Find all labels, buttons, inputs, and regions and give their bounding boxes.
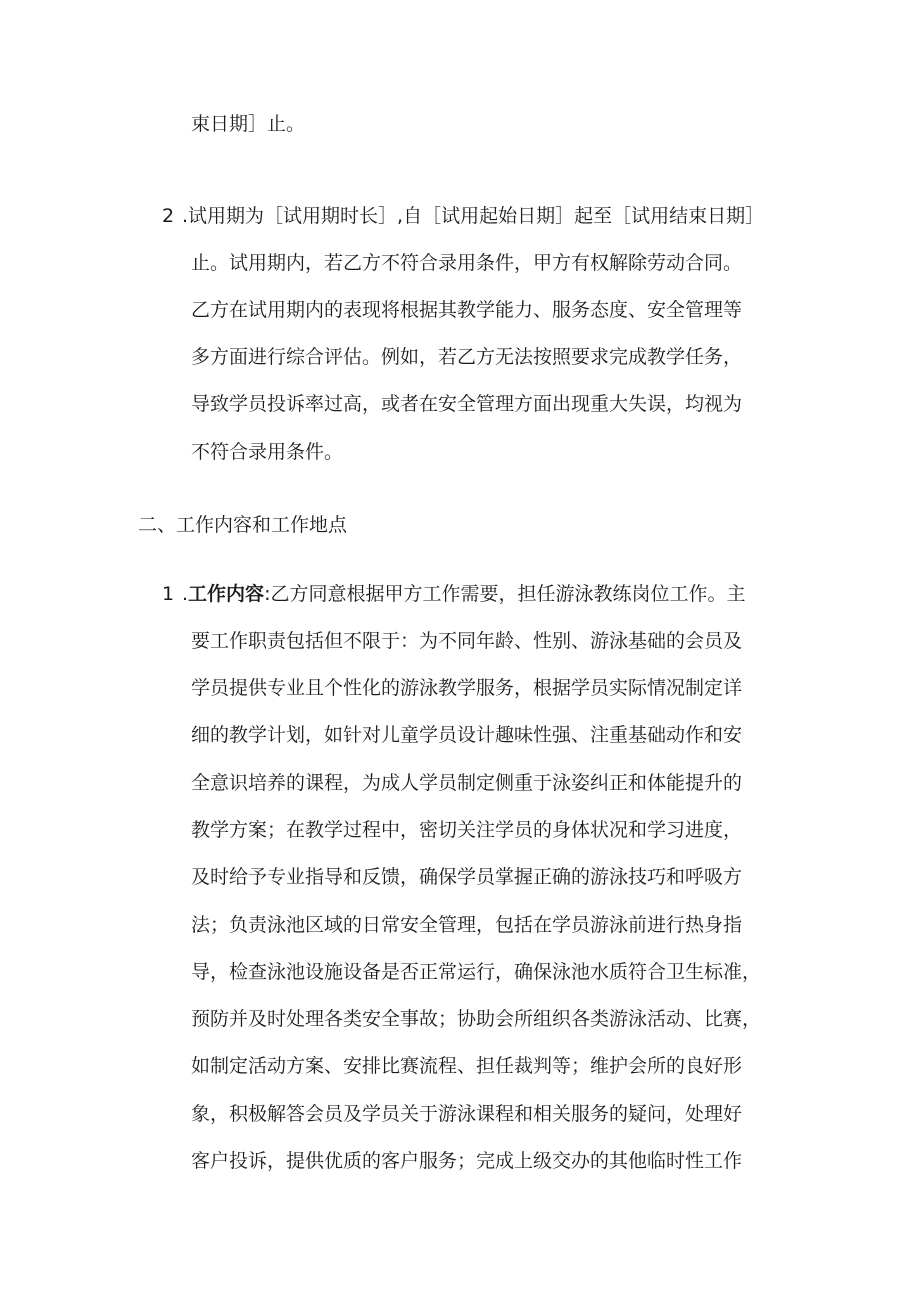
item-1-first-line bbox=[182, 582, 745, 606]
item-1-line: 细的教学计划，如针对儿童学员设计趣味性强、注重基础动作和安 bbox=[191, 724, 743, 746]
item-1-line: 及时给予专业指导和反馈，确保学员掌握正确的游泳技巧和呼吸方 bbox=[191, 866, 743, 888]
section-heading: 二、工作内容和工作地点 bbox=[138, 514, 348, 536]
item-1-number: 1 bbox=[162, 583, 175, 605]
item-2-line: 止。试用期内，若乙方不符合录用条件，甲方有权解除劳动合同。 bbox=[191, 252, 743, 274]
item-2-line: 多方面进行综合评估。例如，若乙方无法按照要求完成教学任务， bbox=[191, 346, 743, 368]
item-1-line: 导，检查泳池设施设备是否正常运行，确保泳池水质符合卫生标准， bbox=[191, 961, 762, 983]
continued-text-line: 束日期］止。 bbox=[191, 113, 306, 135]
item-1-dot: . bbox=[182, 583, 189, 605]
item-1-line: 法；负责泳池区域的日常安全管理，包括在学员游泳前进行热身指 bbox=[191, 914, 743, 936]
item-2-number: 2 bbox=[162, 205, 175, 227]
item-1-line: 如制定活动方案、安排比赛流程、担任裁判等；维护会所的良好形 bbox=[191, 1055, 743, 1077]
item-1-line: 要工作职责包括但不限于：为不同年龄、性别、游泳基础的会员及 bbox=[191, 630, 743, 652]
item-1-line: 预防并及时处理各类安全事故；协助会所组织各类游泳活动、比赛， bbox=[191, 1008, 762, 1030]
item-1-label: 工作内容 bbox=[188, 583, 265, 605]
item-1-first-rest: :乙方同意根据甲方工作需要，担任游泳教练岗位工作。主 bbox=[264, 583, 746, 605]
item-2-line: 不符合录用条件。 bbox=[191, 441, 344, 463]
item-1-line: 教学方案；在教学过程中，密切关注学员的身体状况和学习进度， bbox=[191, 819, 743, 841]
item-2-line: 乙方在试用期内的表现将根据其教学能力、服务态度、安全管理等 bbox=[191, 299, 743, 321]
item-1-line: 客户投诉，提供优质的客户服务；完成上级交办的其他临时性工作 bbox=[191, 1150, 743, 1172]
item-1-line: 全意识培养的课程，为成人学员制定侧重于泳姿纠正和体能提升的 bbox=[191, 772, 743, 794]
item-1-line: 学员提供专业且个性化的游泳教学服务，根据学员实际情况制定详 bbox=[191, 677, 743, 699]
item-2-line: 导致学员投诉率过高，或者在安全管理方面出现重大失误，均视为 bbox=[191, 393, 743, 415]
item-1-line: 象，积极解答会员及学员关于游泳课程和相关服务的疑问，处理好 bbox=[191, 1103, 743, 1125]
item-2-line: .试用期为［试用期时长］,自［试用起始日期］起至［试用结束日期］ bbox=[182, 205, 765, 227]
